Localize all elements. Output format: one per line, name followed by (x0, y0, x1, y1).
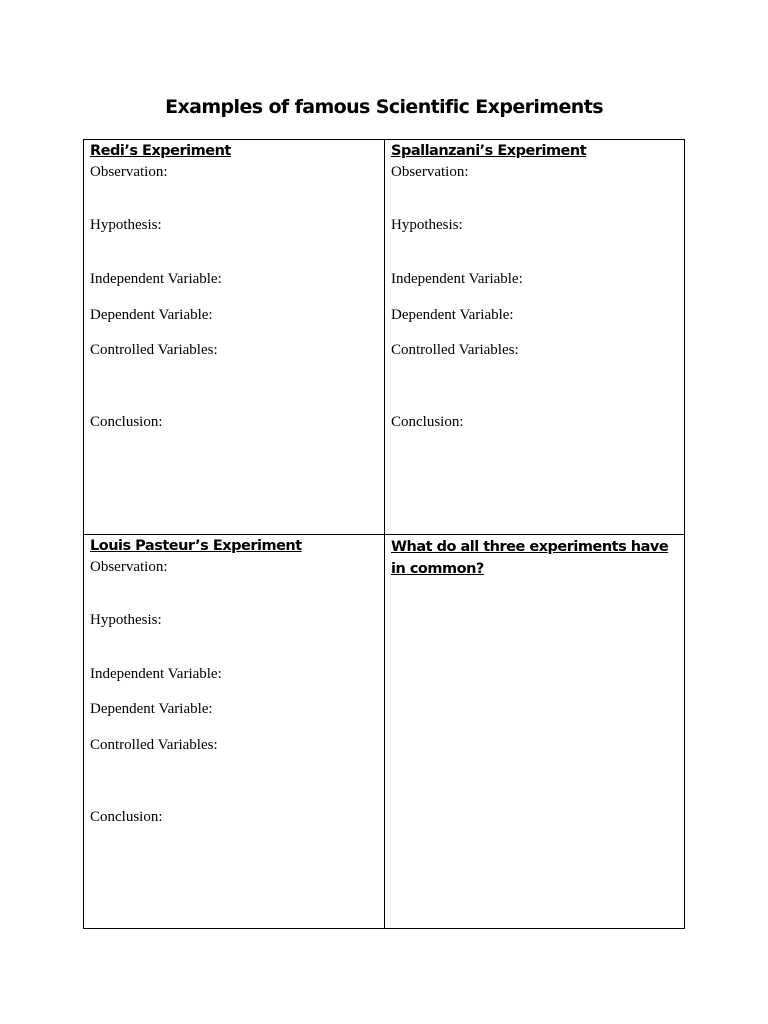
cell-heading: Redi’s Experiment (90, 143, 231, 159)
experiments-table (83, 139, 685, 929)
observation-label: Observation: (90, 164, 168, 180)
dependent-variable-label: Dependent Variable: (90, 307, 213, 323)
cell-heading: Spallanzani’s Experiment (391, 143, 587, 159)
dependent-variable-label: Dependent Variable: (391, 307, 514, 323)
cell-spallanzani-experiment (385, 140, 685, 534)
page-title: Examples of famous Scientific Experiments (165, 96, 603, 118)
cell-redi-experiment (84, 140, 384, 534)
conclusion-label: Conclusion: (391, 414, 464, 430)
conclusion-label: Conclusion: (90, 414, 163, 430)
hypothesis-label: Hypothesis: (391, 217, 463, 233)
hypothesis-label: Hypothesis: (90, 217, 162, 233)
controlled-variables-label: Controlled Variables: (391, 342, 519, 358)
independent-variable-label: Independent Variable: (90, 271, 222, 287)
common-question-heading: What do all three experiments have in common? (391, 539, 669, 577)
observation-label: Observation: (90, 559, 168, 575)
cell-heading: Louis Pasteur’s Experiment (90, 538, 302, 554)
independent-variable-label: Independent Variable: (90, 666, 222, 682)
cell-pasteur-experiment (84, 535, 384, 929)
independent-variable-label: Independent Variable: (391, 271, 523, 287)
observation-label: Observation: (391, 164, 469, 180)
hypothesis-label: Hypothesis: (90, 612, 162, 628)
controlled-variables-label: Controlled Variables: (90, 342, 218, 358)
conclusion-label: Conclusion: (90, 809, 163, 825)
controlled-variables-label: Controlled Variables: (90, 737, 218, 753)
cell-common-question (385, 535, 685, 929)
dependent-variable-label: Dependent Variable: (90, 701, 213, 717)
